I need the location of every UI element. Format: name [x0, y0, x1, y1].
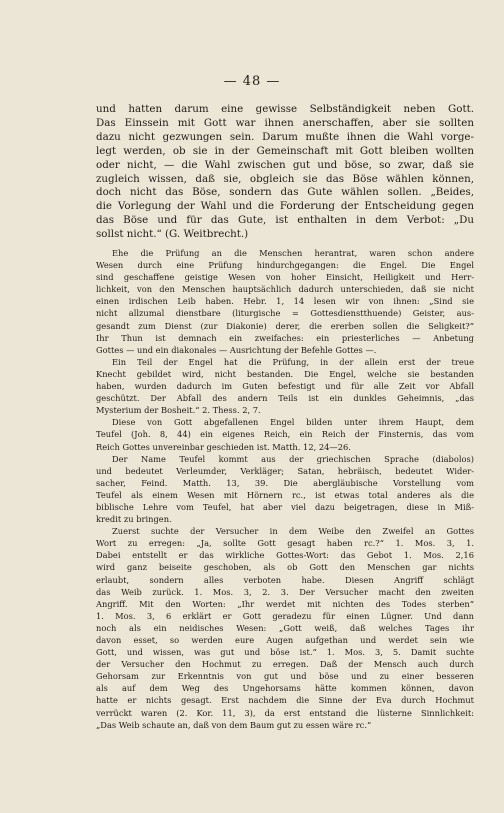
- text-line: biblische Lehre vom Teufel, hat aber viel dazu beigetragen, diese in Miß-: [96, 501, 474, 512]
- text-line: dazu nicht gezwungen sein. Darum mußte ihnen die Wahl vorge-: [96, 130, 474, 143]
- text-line: Das Einssein mit Gott war ihnen anerschaffen, aber sie sollten: [96, 116, 474, 129]
- page-number: — 48 —: [223, 74, 281, 89]
- text-line: Teufel (Joh. 8, 44) ein eigenes Reich, ein Reich der Finsternis, das vom: [96, 429, 474, 440]
- text-line: Dabei entstellt er das wirkliche Gottes-Wort: das Gebot 1. Mos. 2,16: [96, 550, 474, 561]
- text-line: als auf dem Weg des Ungehorsams hätte kommen können, davon: [96, 683, 474, 694]
- text-line: hatte er nichts gesagt. Erst nachdem die Sinne der Eva durch Hochmut: [96, 695, 474, 706]
- text-line: Der Name Teufel kommt aus der griechischen Sprache (diabolos): [112, 453, 474, 464]
- text-line: Ein Teil der Engel hat die Prüfung, in der allein erst der treue: [112, 356, 474, 367]
- text-line: gesandt zum Dienst (zur Diakonie) derer, die ererben sollen die Seligkeit?“: [96, 320, 474, 331]
- paragraph: [96, 247, 474, 356]
- text-line: Gottes — und ein diakonales — Ausrichtung der Befehle Gottes —.: [96, 344, 377, 355]
- text-line: noch als ein neidisches Wesen: „Gott weiß, daß welches Tages ihr: [96, 622, 474, 633]
- paragraph: [96, 525, 474, 731]
- text-line: erlaubt, sondern alles verboten habe. Diesen Angriff schlägt: [96, 574, 474, 585]
- text-line: Ehe die Prüfung an die Menschen herantrat, waren schon andere: [112, 248, 474, 258]
- text-line: der Versucher den Hochmut zu erregen. Daß der Mensch auch durch: [96, 659, 474, 670]
- text-line: Zuerst suchte der Versucher in dem Weibe den Zweifel an Gottes: [112, 526, 474, 537]
- text-line: sollst nicht.“ (G. Weitbrecht.): [96, 228, 249, 241]
- text-line: das Weib zurück. 1. Mos. 3, 2. 3. Der Versucher macht den zweiten: [96, 586, 474, 597]
- text-line: doch nicht das Böse, sondern das Gute wählen sollen. „Beides,: [96, 186, 474, 199]
- text-line: wird ganz beiseite geschoben, als ob Gott den Menschen gar nichts: [96, 562, 474, 573]
- text-line: Ihr Thun ist demnach ein zweifaches: ein priesterliches — Anbetung: [96, 332, 474, 343]
- text-line: 1. Mos. 3, 6 erklärt er Gott geradezu für einen Lügner. Und dann: [96, 610, 474, 621]
- text-line: die Vorlegung der Wahl und die Forderung der Entscheidung gegen: [96, 200, 474, 213]
- text-line: Teufel als einem Wesen mit Hörnern rc., ist etwas total anderes als die: [96, 489, 474, 500]
- text-line: Gott, und wissen, was gut und böse ist.“ 1. Mos. 3, 5. Damit suchte: [96, 647, 474, 658]
- text-line: haben, wurden dadurch im Guten befestigt und für alle Zeit vor Abfall: [96, 381, 474, 392]
- text-line: Wesen durch eine Prüfung hindurchgegangen: die Engel. Die Engel: [96, 260, 474, 271]
- text-line: Angriff. Mit den Worten: „Ihr werdet mit nichten des Todes sterben“: [96, 598, 474, 609]
- text-line: geschützt. Der Abfall des andern Teils ist ein dunkles Geheimnis, „das: [96, 393, 474, 404]
- text-line: davon esset, so werden eure Augen aufgethan und werdet sein wie: [96, 635, 474, 645]
- paragraph: [96, 356, 474, 416]
- text-line: nicht allzumal dienstbare (liturgische = Gottesdienstthuende) Geister, aus-: [96, 308, 474, 319]
- text-line: legt werden, ob sie in der Gemeinschaft mit Gott bleiben wollten: [96, 144, 474, 157]
- paragraph: [96, 416, 474, 452]
- paragraph: [96, 453, 474, 526]
- text-line: lichkeit, von den Menschen hauptsächlich dadurch unterschieden, daß sie nicht: [96, 284, 474, 295]
- text-line: Diese von Gott abgefallenen Engel bilden unter ihrem Haupt, dem: [112, 417, 474, 428]
- text-line: „Das Weib schaute an, daß von dem Baum gut zu essen wäre rc.“: [96, 719, 372, 730]
- text-line: Wort zu erregen: „Ja, sollte Gott gesagt haben rc.?“ 1. Mos. 3, 1.: [96, 538, 474, 549]
- text-line: einen irdischen Leib haben. Hebr. 1, 14 lesen wir von ihnen: „Sind sie: [96, 296, 474, 307]
- text-line: sacher, Feind. Matth. 13, 39. Die abergläubische Vorstellung vom: [96, 477, 474, 488]
- text-line: kredit zu bringen.: [96, 514, 172, 525]
- text-line: Reich Gottes unvereinbar geschieden ist. Matth. 12, 24—26.: [96, 441, 351, 452]
- text-line: zugleich wissen, daß sie, obgleich sie das Böse wählen können,: [96, 172, 474, 185]
- intro-text-block: [96, 103, 474, 242]
- text-line: oder nicht, — die Wahl zwischen gut und böse, so zwar, daß sie: [96, 158, 474, 171]
- text-line: Mysterium der Bosheit.“ 2. Thess. 2, 7.: [96, 405, 261, 416]
- text-line: und hatten darum eine gewisse Selbständigkeit neben Gott.: [96, 103, 474, 115]
- text-line: Knecht gebildet wird, nicht bestanden. Die Engel, welche sie bestanden: [96, 368, 474, 379]
- small-print-text-block: [96, 247, 474, 731]
- text-line: und bedeutet Verleumder, Verkläger; Satan, hebräisch, bedeutet Wider-: [96, 465, 474, 476]
- text-line: Gehorsam zur Erkenntnis von gut und böse und zu einer besseren: [96, 671, 474, 682]
- text-line: verrückt waren (2. Kor. 11, 3), da erst entstand die lüsterne Sinnlichkeit:: [96, 707, 474, 718]
- text-line: sind geschaffene geistige Wesen von hoher Einsicht, Heiligkeit und Herr-: [96, 272, 474, 283]
- text-line: das Böse und für das Gute, ist enthalten in dem Verbot: „Du: [96, 214, 474, 227]
